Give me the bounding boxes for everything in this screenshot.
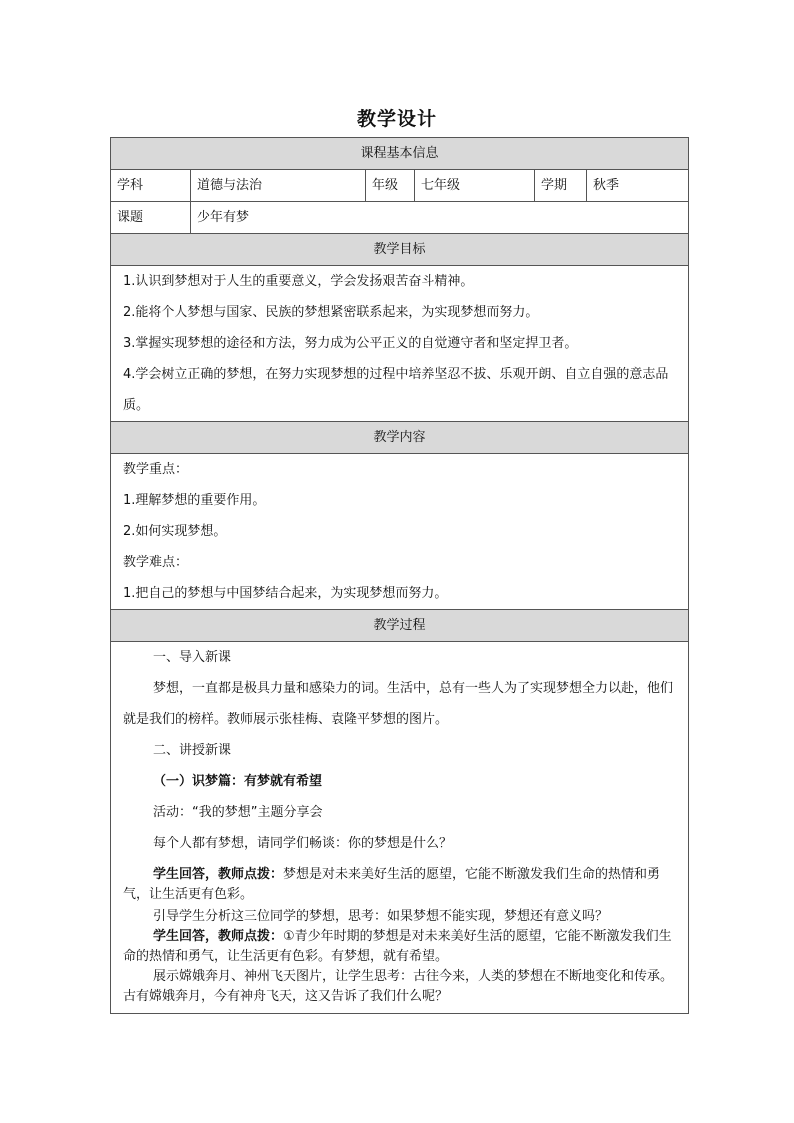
subject-value: 道德与法治 [191, 170, 366, 202]
key-point-item: 1.理解梦想的重要作用。 [123, 493, 266, 508]
objective-item: 2.能将个人梦想与国家、民族的梦想紧密联系起来，为实现梦想而努力。 [123, 305, 539, 320]
process-guide: 引导学生分析这三位同学的梦想，思考：如果梦想不能实现，梦想还有意义吗？ [153, 909, 609, 924]
process-part2-heading: 二、讲授新课 [153, 743, 232, 758]
section-content: 教学内容 [111, 422, 689, 454]
key-points-label: 教学重点： [123, 462, 189, 477]
process-show: 展示嫦娥奔月、神州飞天图片，让学生思考：古往今来，人类的梦想在不断地变化和传承。古有嫦娥奔月，今有神舟飞天，这又告诉了我们什么呢？ [123, 969, 674, 1004]
topic-label: 课题 [111, 202, 191, 234]
subject-label: 学科 [111, 170, 191, 202]
answer2-text: ①青少年时期的梦想是对未来美好生活的愿望，它能不断激发我们生命的热情和勇气，让生活更有色彩。有梦想，就有希望。 [123, 929, 672, 964]
process-part1-text: 梦想，一直都是极具力量和感染力的词。生活中，总有一些人为了实现梦想全力以赴，他们就是我们的榜样。教师展示张桂梅、袁隆平梦想的图片。 [123, 681, 674, 727]
content-block [111, 454, 689, 610]
lesson-plan-table [110, 137, 689, 1014]
answer2-lead: 学生回答，教师点拨： [153, 929, 284, 944]
answer1-text: 梦想是对未来美好生活的愿望，它能不断激发我们生命的热情和勇气，让生活更有色彩。 [123, 867, 661, 902]
process-part1-heading: 一、导入新课 [153, 650, 232, 665]
key-point-item: 2.如何实现梦想。 [123, 524, 227, 539]
process-block [111, 642, 689, 1014]
grade-label: 年级 [366, 170, 415, 202]
section-objectives: 教学目标 [111, 234, 689, 266]
section-basic-info: 课程基本信息 [111, 138, 689, 170]
term-value: 秋季 [587, 170, 689, 202]
objective-item: 1.认识到梦想对于人生的重要意义，学会发扬艰苦奋斗精神。 [123, 274, 474, 289]
page-title: 教学设计 [356, 108, 437, 130]
process-answer2 [117, 927, 682, 967]
objective-item: 3.掌握实现梦想的途径和方法，努力成为公平正义的自觉遵守者和坚定捍卫者。 [123, 336, 578, 351]
term-label: 学期 [535, 170, 587, 202]
process-question1: 每个人都有梦想，请同学们畅谈：你的梦想是什么？ [153, 836, 453, 851]
process-sub1-heading: （一）识梦篇：有梦就有希望 [153, 774, 323, 789]
topic-value: 少年有梦 [191, 202, 689, 234]
objective-item: 4.学会树立正确的梦想，在努力实现梦想的过程中培养坚忍不拔、乐观开朗、自立自强的意志品质。 [123, 367, 669, 413]
process-activity: 活动：“我的梦想”主题分享会 [153, 805, 323, 820]
grade-value: 七年级 [415, 170, 535, 202]
difficult-point-item: 1.把自己的梦想与中国梦结合起来，为实现梦想而努力。 [123, 586, 448, 601]
answer1-lead: 学生回答，教师点拨： [153, 867, 284, 882]
process-answer1 [117, 859, 682, 907]
difficult-points-label: 教学难点： [123, 555, 189, 570]
section-process: 教学过程 [111, 610, 689, 642]
objectives-block [111, 266, 689, 422]
